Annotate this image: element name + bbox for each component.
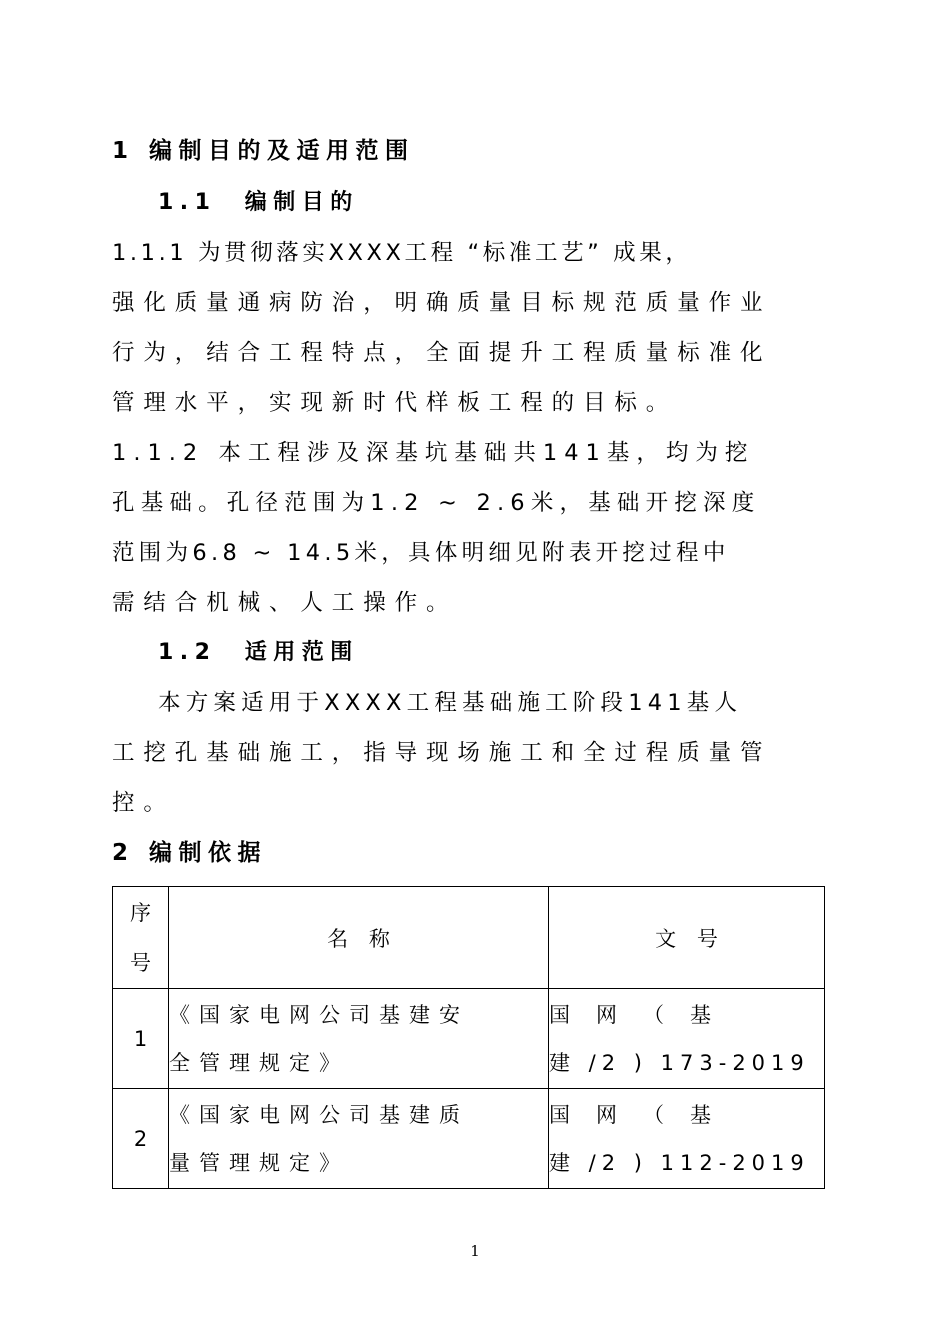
paragraph-1-2-line-2: 工挖孔基础施工，指导现场施工和全过程质量管 xyxy=(112,740,772,766)
document-body xyxy=(112,126,824,1189)
table-cell-row2-doc-line-1: 国网（基 xyxy=(549,1102,737,1127)
heading-2-basis: 2 编制依据 xyxy=(112,840,268,866)
paragraph-1-1-2-line-2: 孔基础。孔径范围为1.2 ~ 2.6米，基础开挖深度 xyxy=(112,490,761,516)
heading-1-1-purpose: 1.1 编制目的 xyxy=(158,190,359,215)
basis-table-wrapper xyxy=(112,886,824,1189)
table-cell-row1-number: 1 xyxy=(113,989,169,1089)
paragraph-1-1-2-line-1: 1.1.2 本工程涉及深基坑基础共141基，均为挖 xyxy=(112,440,755,466)
table-cell-row2-doc-line-2: 建 /2 ) 112-2019 xyxy=(549,1150,810,1175)
paragraph-1-1-1-line-4: 管理水平，实现新时代样板工程的目标。 xyxy=(112,390,678,416)
paragraph-1-1-1-line-3: 行为，结合工程特点，全面提升工程质量标准化 xyxy=(112,340,772,366)
table-header-cell-name: 名 称 xyxy=(169,887,549,989)
heading-1-scope: 1 编制目的及适用范围 xyxy=(112,138,415,164)
paragraph-1-2 xyxy=(112,678,824,828)
table-row xyxy=(113,989,825,1089)
basis-table xyxy=(112,886,825,1189)
page-number: 1 xyxy=(470,1242,480,1260)
table-cell-row1-doc-line-2: 建 /2 ) 173-2019 xyxy=(549,1050,810,1075)
table-cell-row2-name-line-2: 量管理规定》 xyxy=(169,1150,349,1175)
table-header-number-char-2: 号 xyxy=(130,950,151,975)
table-header-number-char-1: 序 xyxy=(130,900,151,925)
paragraph-1-1-2-line-4: 需结合机械、人工操作。 xyxy=(112,590,458,616)
table-cell-row1-name-line-1: 《国家电网公司基建安 xyxy=(169,1002,469,1027)
table-cell-row2-doc xyxy=(549,1089,825,1189)
table-cell-row2-name-line-1: 《国家电网公司基建质 xyxy=(169,1102,469,1127)
paragraph-1-1-2-line-3: 范围为6.8 ~ 14.5米，具体明细见附表开挖过程中 xyxy=(112,540,730,566)
table-cell-row1-doc-line-1: 国网（基 xyxy=(549,1002,737,1027)
heading-1-2-applicable-scope: 1.2 适用范围 xyxy=(158,640,359,665)
paragraph-1-1-1 xyxy=(112,228,824,428)
paragraph-1-1-1-line-2: 强化质量通病防治，明确质量目标规范质量作业 xyxy=(112,290,772,316)
table-header-row xyxy=(113,887,825,989)
table-cell-row1-doc xyxy=(549,989,825,1089)
paragraph-1-2-line-1: 本方案适用于XXXX工程基础施工阶段141基人 xyxy=(158,690,743,716)
table-header-cell-number xyxy=(113,887,169,989)
table-cell-row1-name-line-2: 全管理规定》 xyxy=(169,1050,349,1075)
table-row xyxy=(113,1089,825,1189)
paragraph-1-1-2 xyxy=(112,428,824,628)
table-header-cell-doc-number: 文 号 xyxy=(549,887,825,989)
paragraph-1-1-1-line-1: 1.1.1 为贯彻落实XXXX工程 “标准工艺” 成果， xyxy=(112,240,692,266)
table-cell-row2-name xyxy=(169,1089,549,1189)
table-cell-row2-number: 2 xyxy=(113,1089,169,1189)
paragraph-1-2-line-3: 控。 xyxy=(112,790,175,816)
table-cell-row1-name xyxy=(169,989,549,1089)
